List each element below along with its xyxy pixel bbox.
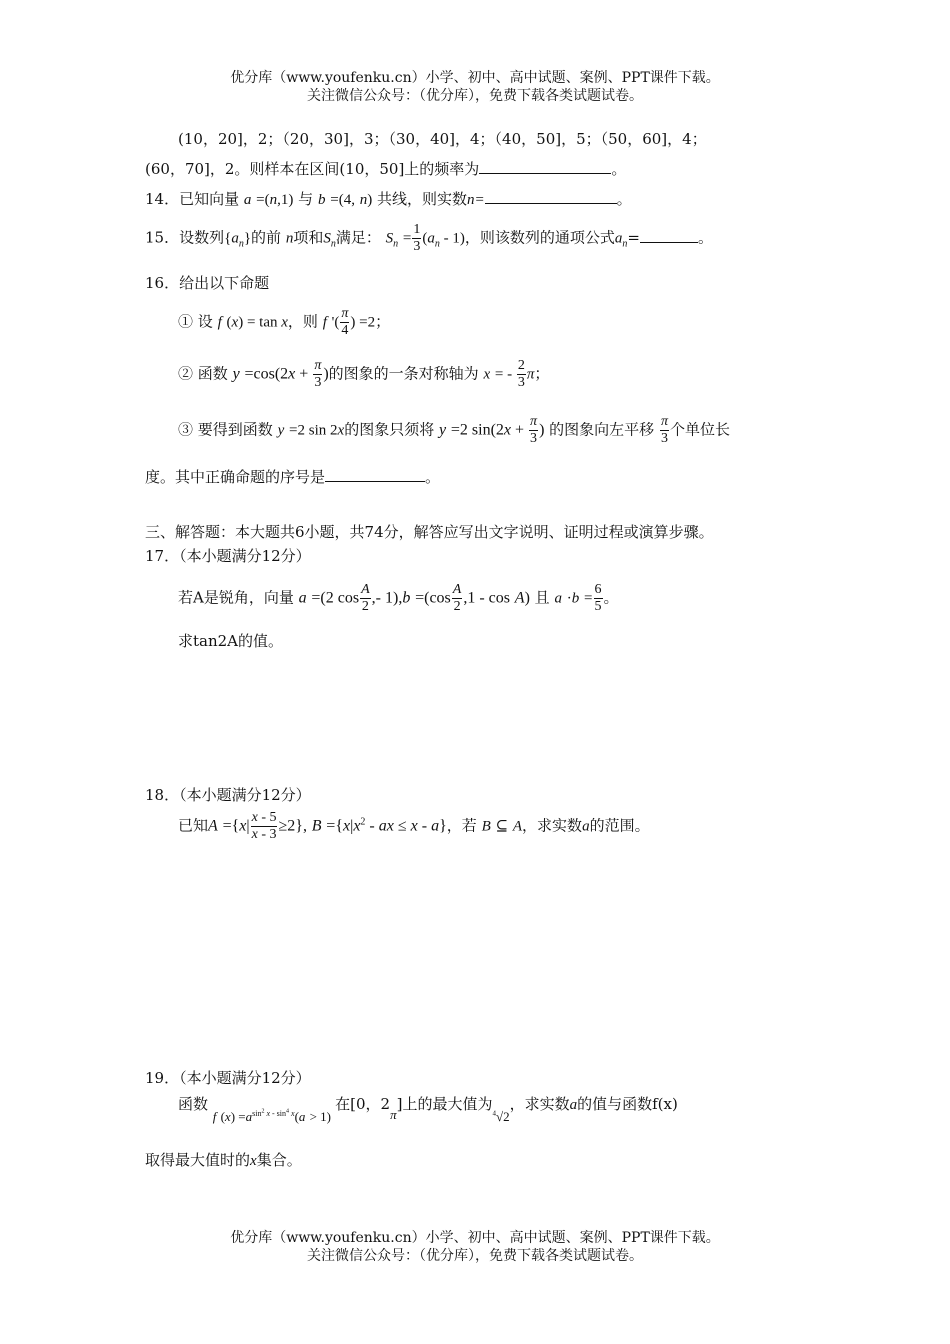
q16-title bbox=[145, 272, 269, 293]
header-line-2: 关注微信公众号：（优分库），免费下载各类试题试卷。 bbox=[307, 88, 643, 104]
q14-var: n= bbox=[467, 192, 485, 208]
q14-text-3: 共线，则实数 bbox=[377, 190, 468, 208]
q14-vector-a-value: =( bbox=[256, 192, 270, 208]
q18-score: （本小题满分12分） bbox=[179, 786, 311, 804]
q15-var: a bbox=[614, 230, 623, 247]
q17-number: 17． bbox=[145, 547, 180, 565]
q16-p2-label: ② bbox=[178, 364, 194, 383]
q18-text-2: ，若 bbox=[446, 816, 477, 835]
q17-score: （本小题满分12分） bbox=[179, 547, 311, 565]
q18-text-3: ，求实数 bbox=[522, 816, 583, 835]
q14-number: 14． bbox=[145, 190, 180, 208]
q19-line-2 bbox=[145, 1149, 302, 1170]
q19-pi: π bbox=[390, 1107, 397, 1122]
q16-answer-blank[interactable] bbox=[325, 480, 425, 482]
q19-score: （本小题满分12分） bbox=[179, 1069, 311, 1087]
q19-root: $^4$√2 bbox=[492, 1109, 510, 1124]
q19-line-2-text-a: 取得最大值时的 bbox=[145, 1151, 251, 1169]
q19-text-2: 在[0，2 bbox=[335, 1095, 391, 1113]
q19-text-5: 的值与函数f(x) bbox=[577, 1095, 678, 1113]
q15-text-2: 的前 bbox=[251, 228, 282, 247]
q17-header bbox=[145, 545, 311, 566]
q14-text-1: 已知向量 bbox=[179, 190, 240, 208]
q19-text-3: ]上的最大值为 bbox=[396, 1095, 493, 1113]
q15-text-3: 项和 bbox=[293, 228, 324, 247]
q16-p3-text-1: 要得到函数 bbox=[197, 420, 273, 439]
q15: 15．设数列$\{a_n\}$的前 n项和$S_n$满足： $S_n$ = $\frac{1}{3}$ $(a_n - 1)$，则该数列的通项公式$a_n=$ 。 bbox=[145, 222, 713, 254]
q15-answer-blank[interactable] bbox=[640, 241, 698, 243]
q16-prop-2: ② 函数 y =cos(2x + $\frac{\pi}{3}$ )的图象的一条对称轴为 x = - $\frac{2}{3}$ π； bbox=[178, 358, 550, 390]
q14-vector-a: a bbox=[243, 192, 252, 208]
q16-p3-text-2: 的图象只须将 bbox=[344, 420, 435, 439]
q15-number: 15． bbox=[145, 228, 180, 247]
q15-fraction: $\frac{1}{3}$ bbox=[413, 222, 421, 254]
q19-text-1: 函数 bbox=[178, 1095, 209, 1113]
q19-line-2-var: x bbox=[250, 1153, 257, 1169]
q18-text-4: 的范围。 bbox=[589, 816, 650, 835]
q16-p2-text-2: 的图象的一条对称轴为 bbox=[328, 364, 479, 383]
q17-end: 。 bbox=[603, 588, 619, 607]
q15-eq: = bbox=[627, 228, 640, 247]
q17-body: 若A是锐角，向量 a =(2 cos $\frac{A}{2}$ ,- 1),b =(cos $\frac{A}{2}$ ,1 - cos A) 且 a ·b = $\frac{6}{5}$ 。 bbox=[178, 582, 619, 614]
q19-number: 19． bbox=[145, 1069, 180, 1087]
q17-text-2: 且 bbox=[534, 588, 550, 607]
q16-end: 。 bbox=[425, 468, 441, 486]
q16-p3-text-3: 的图象向左平移 bbox=[549, 420, 655, 439]
q15-text-4: 满足： bbox=[335, 228, 381, 247]
q19-header bbox=[145, 1067, 311, 1088]
q18-body: 已知A ={x| $\frac{x - 5}{x - 3}$ ≥2}, $B =\{x|x^2$ - ax ≤ x - a}，若 B ⊆ A，求实数a的范围。 bbox=[178, 810, 650, 842]
q19-line-2-text-b: 集合。 bbox=[256, 1151, 302, 1169]
q13-line-2 bbox=[145, 158, 626, 179]
footer-line-1: 优分库（www.youfenku.cn）小学、初中、高中试题、案例、PPT课件下载。 bbox=[230, 1230, 720, 1246]
q13-end: 。 bbox=[611, 160, 627, 178]
q16-tail bbox=[145, 466, 440, 487]
q14-text-2: 与 bbox=[298, 190, 314, 208]
q14: 14．已知向量 a =(n,1) 与 b =(4, n) 共线，则实数n= 。 bbox=[145, 190, 632, 208]
q15-text-1: 设数列 bbox=[179, 228, 225, 247]
q16-title-text: 给出以下命题 bbox=[179, 274, 270, 292]
footer-line-2: 关注微信公众号：（优分库），免费下载各类试题试卷。 bbox=[307, 1248, 643, 1264]
q19-var: a bbox=[569, 1097, 578, 1113]
q18-number: 18． bbox=[145, 786, 180, 804]
q16-prop-1: ① 设 f (x) = tan x，则 f '( $\frac{\pi}{4}$ ) =2； bbox=[178, 306, 391, 338]
q19-body: 函数 f $(x) =a^{sin^2 x - sin^4 x}(a > 1)$ 在[0，2π]上的最大值为$^4$√2，求实数a的值与函数f(x) bbox=[178, 1095, 678, 1124]
q18-text-1: 已知 bbox=[178, 816, 209, 835]
q17-question: 求tan2A的值。 bbox=[178, 632, 284, 650]
q13-line-1: (10，20]，2；（20，30]，3；（30，40]，4；（40，50]，5；（50，60]，4； bbox=[178, 130, 707, 148]
q17-text-1: 若A是锐角，向量 bbox=[178, 588, 294, 607]
q16-p1-text-2: ，则 bbox=[287, 312, 318, 331]
q15-end: 。 bbox=[697, 228, 713, 247]
q16-number: 16． bbox=[145, 274, 180, 292]
q15-var-sub: n bbox=[622, 238, 628, 250]
q16-p1-label: ① bbox=[178, 312, 194, 331]
q16-p3-text-4: 个单位长 bbox=[669, 420, 730, 439]
q16-tail-text: 度。其中正确命题的序号是 bbox=[145, 468, 326, 486]
q16-p1-text-1: 设 bbox=[197, 312, 213, 331]
q15-text-5: ，则该数列的通项公式 bbox=[464, 228, 615, 247]
header-line-1: 优分库（www.youfenku.cn）小学、初中、高中试题、案例、PPT课件下载。 bbox=[230, 70, 720, 86]
q18-header bbox=[145, 784, 311, 805]
q16-p3-label: ③ bbox=[178, 420, 194, 439]
q13-answer-blank[interactable] bbox=[479, 172, 611, 174]
section-3-heading: 三、解答题：本大题共6小题，共74分，解答应写出文字说明、证明过程或演算步骤。 bbox=[145, 523, 714, 541]
q16-p2-text-1: 函数 bbox=[197, 364, 228, 383]
q13-line-2-text: (60，70]，2。则样本在区间(10，50]上的频率为 bbox=[145, 160, 480, 178]
q16-prop-3: ③ 要得到函数 y =2 sin 2x的图象只须将 y =2 sin(2x + $\frac{\pi}{3}$ ) 的图象向左平移 $\frac{\pi}{3}$ 个单位长 bbox=[178, 414, 730, 446]
q18-var: a bbox=[582, 818, 590, 835]
q19-text-4: ，求实数 bbox=[509, 1095, 570, 1113]
q14-end: 。 bbox=[616, 190, 632, 208]
q14-answer-blank[interactable] bbox=[485, 202, 617, 204]
